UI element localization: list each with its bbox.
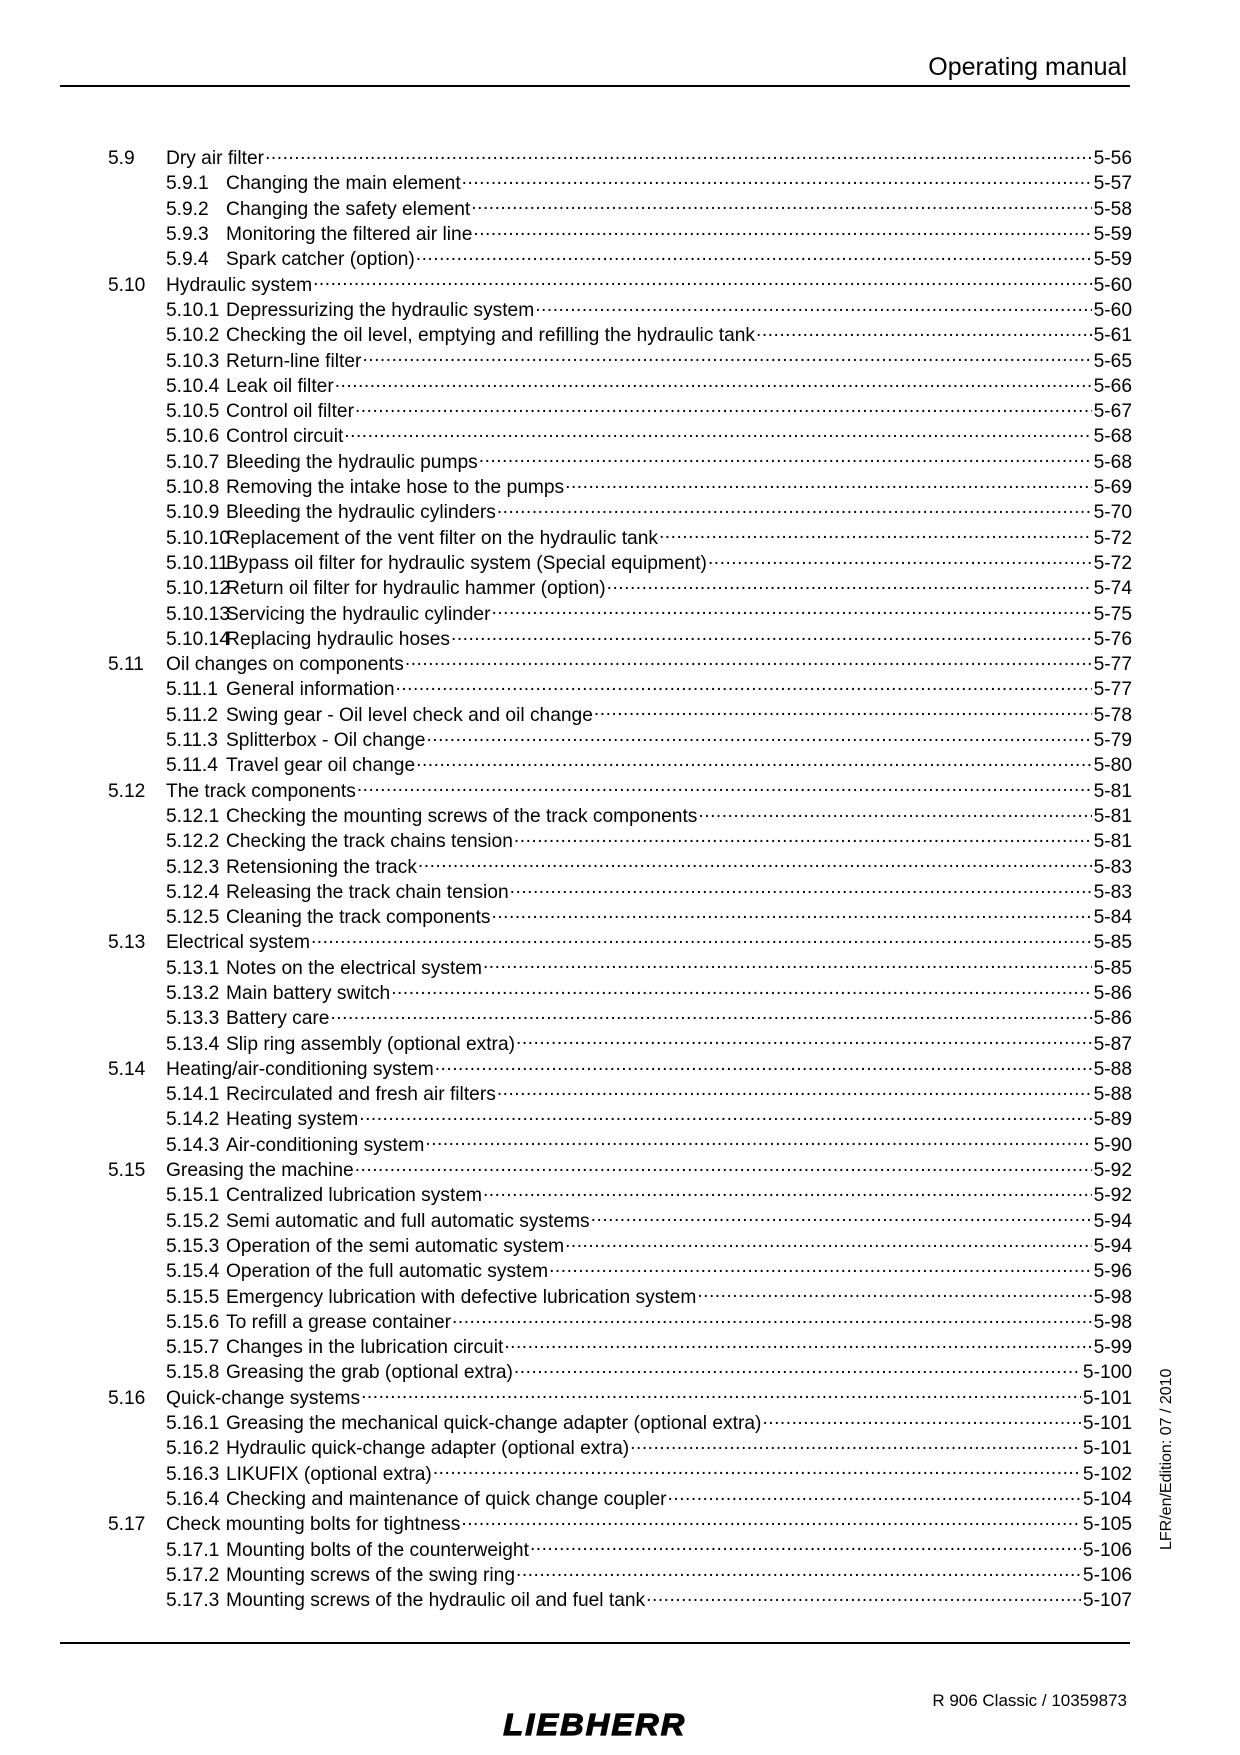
toc-entry[interactable]: [108, 1536, 1132, 1561]
toc-dot-leader: [607, 575, 1092, 594]
liebherr-logo-graphic: [494, 1708, 686, 1740]
toc-dot-leader: [435, 1056, 1092, 1075]
toc-entry[interactable]: [108, 1435, 1132, 1460]
toc-entry-title: Return oil filter for hydraulic hammer (option): [226, 578, 606, 600]
toc-entry-page: 5-86: [1093, 1008, 1132, 1030]
toc-entry-number: 5.11.1: [166, 679, 218, 701]
toc-entry-number: 5.15.3: [166, 1235, 220, 1257]
toc-dot-leader: [359, 1106, 1091, 1125]
toc-dot-leader: [697, 1283, 1091, 1302]
toc-entry-page: 5-81: [1093, 805, 1132, 827]
toc-entry[interactable]: [108, 1132, 1132, 1157]
toc-dot-leader: [462, 170, 1092, 189]
toc-entry-number: 5.16.1: [166, 1413, 220, 1435]
toc-entry-number: 5.10.6: [166, 426, 220, 448]
toc-entry[interactable]: [108, 777, 1132, 802]
toc-entry[interactable]: [108, 1157, 1132, 1182]
toc-entry-page: 5-88: [1093, 1084, 1132, 1106]
toc-entry[interactable]: [108, 271, 1132, 296]
toc-entry-page: 5-100: [1082, 1362, 1132, 1384]
toc-entry-title: General information: [226, 679, 395, 701]
toc-entry-title: Mounting bolts of the counterweight: [226, 1539, 529, 1561]
toc-entry-number: 5.13.1: [166, 957, 220, 979]
toc-entry[interactable]: [108, 676, 1132, 701]
toc-entry-title: Splitterbox - Oil change: [226, 730, 426, 752]
toc-entry[interactable]: [108, 828, 1132, 853]
toc-entry-page: 5-85: [1093, 932, 1132, 954]
toc-entry-number: 5.9: [108, 148, 135, 170]
toc-dot-leader: [391, 980, 1091, 999]
toc-entry[interactable]: [108, 221, 1132, 246]
toc-dot-leader: [516, 1030, 1092, 1049]
toc-entry-page: 5-58: [1093, 198, 1132, 220]
toc-entry-number: 5.17.1: [166, 1539, 220, 1561]
toc-dot-leader: [425, 1132, 1091, 1151]
toc-entry[interactable]: [108, 347, 1132, 372]
toc-entry-title: Heating/air-conditioning system: [166, 1058, 434, 1080]
toc-entry-page: 5-57: [1093, 173, 1132, 195]
toc-entry[interactable]: [108, 1511, 1132, 1536]
toc-entry-number: 5.12.5: [166, 907, 220, 929]
toc-entry-title: LIKUFIX (optional extra): [226, 1463, 432, 1485]
toc-entry-title: Operation of the full automatic system: [226, 1261, 549, 1283]
toc-dot-leader: [630, 1435, 1081, 1454]
toc-entry[interactable]: [108, 196, 1132, 221]
toc-entry[interactable]: [108, 1410, 1132, 1435]
toc-entry-title: Checking the mounting screws of the track components: [226, 805, 698, 827]
toc-entry-page: 5-106: [1082, 1539, 1132, 1561]
toc-entry[interactable]: [108, 1056, 1132, 1081]
toc-entry-title: Air-conditioning system: [226, 1134, 425, 1156]
toc-entry-title: Swing gear - Oil level check and oil change: [226, 704, 593, 726]
toc-dot-leader: [668, 1486, 1081, 1505]
toc-entry-number: 5.16: [108, 1387, 146, 1409]
toc-entry[interactable]: [108, 1258, 1132, 1283]
toc-dot-leader: [708, 550, 1092, 569]
toc-dot-leader: [344, 423, 1091, 442]
toc-entry-page: 5-89: [1093, 1109, 1132, 1131]
toc-entry-title: The track components: [166, 780, 356, 802]
toc-dot-leader: [762, 1410, 1080, 1429]
toc-entry-title: Mounting screws of the hydraulic oil and fuel tank: [226, 1590, 646, 1612]
toc-entry-page: 5-60: [1093, 274, 1132, 296]
toc-dot-leader: [659, 524, 1092, 543]
toc-entry-title: Leak oil filter: [226, 375, 334, 397]
toc-entry-page: 5-101: [1082, 1438, 1132, 1460]
toc-entry-page: 5-68: [1093, 426, 1132, 448]
toc-entry[interactable]: [108, 1030, 1132, 1055]
toc-entry-number: 5.11.4: [166, 755, 218, 777]
toc-entry-number: 5.10.5: [166, 401, 220, 423]
toc-entry-page: 5-74: [1093, 578, 1132, 600]
toc-entry-page: 5-81: [1093, 831, 1132, 853]
toc-entry-title: Control circuit: [226, 426, 344, 448]
toc-dot-leader: [530, 1536, 1081, 1555]
toc-entry[interactable]: [108, 626, 1132, 651]
toc-entry-page: 5-90: [1093, 1134, 1132, 1156]
toc-entry-title: Bleeding the hydraulic pumps: [226, 451, 478, 473]
page-header-title: Operating manual: [928, 53, 1127, 81]
toc-entry-number: 5.15.6: [166, 1311, 220, 1333]
toc-entry[interactable]: [108, 1385, 1132, 1410]
toc-entry-page: 5-59: [1093, 224, 1132, 246]
toc-entry-title: Monitoring the filtered air line: [226, 224, 473, 246]
toc-entry[interactable]: [108, 752, 1132, 777]
svg-text:LIEBHERR: LIEBHERR: [503, 1708, 686, 1740]
toc-entry[interactable]: [108, 449, 1132, 474]
toc-entry-page: 5-94: [1093, 1210, 1132, 1232]
toc-entry-title: Battery care: [226, 1008, 330, 1030]
toc-entry-number: 5.17.3: [166, 1590, 220, 1612]
toc-entry-title: Greasing the machine: [166, 1160, 354, 1182]
toc-dot-leader: [497, 1081, 1092, 1100]
toc-entry-page: 5-75: [1093, 603, 1132, 625]
toc-entry-number: 5.12.1: [166, 805, 220, 827]
toc-entry-page: 5-67: [1093, 401, 1132, 423]
toc-dot-leader: [361, 1385, 1081, 1404]
toc-entry-page: 5-104: [1082, 1488, 1132, 1510]
toc-dot-leader: [265, 145, 1092, 164]
toc-entry-number: 5.11: [108, 654, 144, 676]
toc-entry-number: 5.10.8: [166, 477, 220, 499]
toc-entry-page: 5-98: [1093, 1311, 1132, 1333]
toc-dot-leader: [504, 1334, 1091, 1353]
toc-entry-number: 5.10.2: [166, 325, 220, 347]
toc-entry-title: Bypass oil filter for hydraulic system (Special equipment): [226, 552, 707, 574]
toc-entry[interactable]: [108, 1005, 1132, 1030]
toc-dot-leader: [405, 651, 1092, 670]
toc-dot-leader: [357, 777, 1092, 796]
toc-dot-leader: [698, 803, 1091, 822]
toc-entry-number: 5.16.2: [166, 1438, 220, 1460]
toc-dot-leader: [471, 196, 1091, 215]
toc-dot-leader: [497, 499, 1092, 518]
toc-entry-title: Bleeding the hydraulic cylinders: [226, 502, 496, 524]
toc-entry-page: 5-59: [1093, 249, 1132, 271]
toc-dot-leader: [461, 1511, 1081, 1530]
toc-entry-title: Operation of the semi automatic system: [226, 1235, 565, 1257]
toc-entry[interactable]: [108, 727, 1132, 752]
toc-dot-leader: [313, 271, 1092, 290]
toc-entry-number: 5.15.2: [166, 1210, 220, 1232]
toc-dot-leader: [418, 853, 1092, 872]
toc-entry-number: 5.15.7: [166, 1337, 220, 1359]
toc-entry[interactable]: [108, 297, 1132, 322]
toc-entry-number: 5.10: [108, 274, 146, 296]
toc-entry-number: 5.9.3: [166, 224, 209, 246]
toc-entry-number: 5.14.2: [166, 1109, 220, 1131]
toc-dot-leader: [491, 600, 1091, 619]
toc-entry-title: Control oil filter: [226, 401, 354, 423]
toc-dot-leader: [452, 1309, 1092, 1328]
toc-dot-leader: [396, 676, 1092, 695]
toc-dot-leader: [483, 1182, 1092, 1201]
toc-entry[interactable]: [108, 1081, 1132, 1106]
toc-entry-title: Check mounting bolts for tightness: [166, 1514, 461, 1536]
table-of-contents: [108, 145, 1132, 1612]
toc-entry-page: 5-86: [1093, 982, 1132, 1004]
toc-dot-leader: [565, 1233, 1092, 1252]
toc-entry-page: 5-85: [1093, 957, 1132, 979]
toc-entry-title: Slip ring assembly (optional extra): [226, 1033, 516, 1055]
toc-dot-leader: [483, 955, 1092, 974]
toc-entry-page: 5-80: [1093, 755, 1132, 777]
toc-entry[interactable]: [108, 246, 1132, 271]
toc-entry-title: Checking the oil level, emptying and refilling the hydraulic tank: [226, 325, 756, 347]
toc-entry-number: 5.13.3: [166, 1008, 220, 1030]
toc-entry-page: 5-78: [1093, 704, 1132, 726]
toc-entry-page: 5-72: [1093, 527, 1132, 549]
toc-entry-title: Replacement of the vent filter on the hydraulic tank: [226, 527, 658, 549]
toc-entry-title: Main battery switch: [226, 982, 391, 1004]
toc-entry-number: 5.14.3: [166, 1134, 220, 1156]
toc-entry[interactable]: [108, 1106, 1132, 1131]
toc-entry-title: Replacing hydraulic hoses: [226, 628, 450, 650]
toc-entry-title: Centralized lubrication system: [226, 1185, 482, 1207]
toc-entry-page: 5-84: [1093, 907, 1132, 929]
toc-entry-number: 5.16.3: [166, 1463, 220, 1485]
toc-entry-title: Spark catcher (option): [226, 249, 415, 271]
toc-entry[interactable]: [108, 373, 1132, 398]
toc-entry-page: 5-98: [1093, 1286, 1132, 1308]
toc-entry[interactable]: [108, 1359, 1132, 1384]
toc-entry-page: 5-99: [1093, 1337, 1132, 1359]
toc-entry[interactable]: [108, 929, 1132, 954]
toc-entry-page: 5-68: [1093, 451, 1132, 473]
toc-entry[interactable]: [108, 702, 1132, 727]
toc-entry-title: Quick-change systems: [166, 1387, 361, 1409]
toc-entry[interactable]: [108, 1460, 1132, 1485]
footer-rule: [60, 1642, 1130, 1644]
toc-dot-leader: [362, 347, 1091, 366]
toc-entry-number: 5.10.4: [166, 375, 220, 397]
toc-entry-page: 5-96: [1093, 1261, 1132, 1283]
toc-entry-title: Heating system: [226, 1109, 359, 1131]
toc-entry-number: 5.10.12: [166, 578, 231, 600]
toc-entry-page: 5-77: [1093, 679, 1132, 701]
toc-entry[interactable]: [108, 398, 1132, 423]
toc-entry[interactable]: [108, 170, 1132, 195]
toc-entry-page: 5-65: [1093, 350, 1132, 372]
toc-entry-number: 5.10.10: [166, 527, 231, 549]
toc-entry-title: Electrical system: [166, 932, 310, 954]
toc-entry-page: 5-94: [1093, 1235, 1132, 1257]
toc-entry-number: 5.9.2: [166, 198, 209, 220]
toc-entry-title: Travel gear oil change: [226, 755, 416, 777]
toc-entry-page: 5-106: [1082, 1564, 1132, 1586]
toc-entry-number: 5.13.2: [166, 982, 220, 1004]
toc-dot-leader: [311, 929, 1092, 948]
toc-entry[interactable]: [108, 904, 1132, 929]
toc-entry-number: 5.10.9: [166, 502, 220, 524]
toc-entry-number: 5.17.2: [166, 1564, 220, 1586]
toc-dot-leader: [433, 1460, 1081, 1479]
toc-entry-title: Releasing the track chain tension: [226, 881, 509, 903]
toc-entry[interactable]: [108, 879, 1132, 904]
toc-entry-page: 5-69: [1093, 477, 1132, 499]
toc-entry-number: 5.10.3: [166, 350, 220, 372]
toc-entry[interactable]: [108, 853, 1132, 878]
liebherr-logo: [494, 1708, 686, 1745]
toc-entry-page: 5-102: [1082, 1463, 1132, 1485]
toc-entry-page: 5-76: [1093, 628, 1132, 650]
toc-entry[interactable]: [108, 1309, 1132, 1334]
toc-entry-title: Changes in the lubrication circuit: [226, 1337, 504, 1359]
toc-dot-leader: [426, 727, 1091, 746]
toc-entry-number: 5.10.14: [166, 628, 231, 650]
toc-entry-page: 5-81: [1093, 780, 1132, 802]
toc-entry-number: 5.14.1: [166, 1084, 220, 1106]
toc-entry[interactable]: [108, 651, 1132, 676]
toc-entry-number: 5.12.4: [166, 881, 220, 903]
side-edition-label: LFR/en/Edition: 07 / 2010: [1158, 1368, 1175, 1550]
toc-entry-page: 5-56: [1093, 148, 1132, 170]
toc-entry-title: Semi automatic and full automatic systems: [226, 1210, 590, 1232]
toc-entry[interactable]: [108, 955, 1132, 980]
toc-entry[interactable]: [108, 1486, 1132, 1511]
toc-entry[interactable]: [108, 1207, 1132, 1232]
toc-entry-number: 5.10.13: [166, 603, 231, 625]
toc-entry-title: Greasing the grab (optional extra): [226, 1362, 513, 1384]
toc-dot-leader: [355, 398, 1092, 417]
toc-dot-leader: [514, 1359, 1081, 1378]
toc-entry-number: 5.9.1: [166, 173, 209, 195]
toc-entry[interactable]: [108, 1587, 1132, 1612]
toc-dot-leader: [516, 1562, 1081, 1581]
toc-entry-title: Hydraulic system: [166, 274, 313, 296]
toc-entry-title: Cleaning the track components: [226, 907, 491, 929]
toc-entry-number: 5.15.4: [166, 1261, 220, 1283]
toc-dot-leader: [492, 904, 1092, 923]
toc-entry-title: Removing the intake hose to the pumps: [226, 477, 565, 499]
toc-entry-number: 5.9.4: [166, 249, 209, 271]
toc-entry-title: Dry air filter: [166, 148, 265, 170]
header-rule: [60, 85, 1130, 87]
toc-entry-page: 5-60: [1093, 299, 1132, 321]
toc-entry[interactable]: [108, 322, 1132, 347]
toc-entry[interactable]: [108, 1562, 1132, 1587]
toc-entry-number: 5.10.11: [166, 552, 229, 574]
toc-entry-page: 5-83: [1093, 881, 1132, 903]
toc-entry-number: 5.16.4: [166, 1488, 220, 1510]
toc-entry-page: 5-88: [1093, 1058, 1132, 1080]
toc-dot-leader: [510, 879, 1092, 898]
toc-dot-leader: [335, 373, 1092, 392]
toc-entry-page: 5-83: [1093, 856, 1132, 878]
toc-dot-leader: [756, 322, 1092, 341]
toc-entry[interactable]: [108, 524, 1132, 549]
toc-entry-page: 5-105: [1082, 1514, 1132, 1536]
toc-entry-number: 5.15: [108, 1160, 146, 1182]
toc-entry[interactable]: [108, 803, 1132, 828]
toc-entry-page: 5-107: [1082, 1590, 1132, 1612]
toc-entry-title: Recirculated and fresh air filters: [226, 1084, 496, 1106]
toc-entry-title: Retensioning the track: [226, 856, 417, 878]
toc-entry-number: 5.17: [108, 1514, 146, 1536]
toc-entry-number: 5.14: [108, 1058, 146, 1080]
toc-entry-title: Checking and maintenance of quick change coupler: [226, 1488, 667, 1510]
toc-entry-number: 5.10.7: [166, 451, 220, 473]
toc-entry-page: 5-70: [1093, 502, 1132, 524]
toc-entry-number: 5.10.1: [166, 299, 220, 321]
toc-entry-title: Greasing the mechanical quick-change adapter (optional extra): [226, 1413, 762, 1435]
toc-entry-page: 5-66: [1093, 375, 1132, 397]
toc-dot-leader: [451, 626, 1092, 645]
toc-entry-number: 5.12.3: [166, 856, 220, 878]
toc-dot-leader: [646, 1587, 1081, 1606]
toc-entry-page: 5-61: [1093, 325, 1132, 347]
toc-entry-page: 5-101: [1082, 1387, 1132, 1409]
toc-dot-leader: [514, 828, 1092, 847]
toc-entry-title: Depressurizing the hydraulic system: [226, 299, 535, 321]
toc-dot-leader: [330, 1005, 1091, 1024]
toc-entry-title: To refill a grease container: [226, 1311, 452, 1333]
toc-entry[interactable]: [108, 1283, 1132, 1308]
toc-dot-leader: [535, 297, 1091, 316]
toc-entry-title: Mounting screws of the swing ring: [226, 1564, 516, 1586]
toc-entry[interactable]: [108, 499, 1132, 524]
document-id: R 906 Classic / 10359873: [932, 1691, 1127, 1710]
toc-dot-leader: [591, 1207, 1092, 1226]
toc-entry[interactable]: [108, 575, 1132, 600]
toc-entry-page: 5-92: [1093, 1160, 1132, 1182]
toc-entry-number: 5.13.4: [166, 1033, 220, 1055]
toc-entry[interactable]: [108, 1233, 1132, 1258]
toc-entry-number: 5.13: [108, 932, 146, 954]
toc-entry-title: Notes on the electrical system: [226, 957, 482, 979]
toc-dot-leader: [416, 752, 1091, 771]
toc-entry-number: 5.15.5: [166, 1286, 220, 1308]
toc-entry[interactable]: [108, 1334, 1132, 1359]
toc-entry-number: 5.15.8: [166, 1362, 220, 1384]
toc-entry-title: Changing the safety element: [226, 198, 471, 220]
toc-entry[interactable]: [108, 423, 1132, 448]
toc-entry-title: Return-line filter: [226, 350, 362, 372]
toc-dot-leader: [355, 1157, 1092, 1176]
toc-entry-page: 5-79: [1093, 730, 1132, 752]
toc-entry-title: Checking the track chains tension: [226, 831, 513, 853]
toc-entry-number: 5.12: [108, 780, 146, 802]
toc-dot-leader: [565, 474, 1091, 493]
toc-entry[interactable]: [108, 550, 1132, 575]
toc-entry-page: 5-101: [1082, 1413, 1132, 1435]
toc-dot-leader: [479, 449, 1092, 468]
toc-dot-leader: [416, 246, 1092, 265]
toc-entry-page: 5-87: [1093, 1033, 1132, 1055]
toc-dot-leader: [549, 1258, 1092, 1277]
toc-entry-number: 5.15.1: [166, 1185, 220, 1207]
toc-dot-leader: [594, 702, 1092, 721]
toc-entry-page: 5-77: [1093, 654, 1132, 676]
toc-entry-number: 5.12.2: [166, 831, 220, 853]
toc-entry[interactable]: [108, 474, 1132, 499]
toc-entry-number: 5.11.2: [166, 704, 218, 726]
toc-entry-number: 5.11.3: [166, 730, 218, 752]
toc-dot-leader: [473, 221, 1091, 240]
toc-entry-title: Hydraulic quick-change adapter (optional extra): [226, 1438, 630, 1460]
toc-entry-page: 5-92: [1093, 1185, 1132, 1207]
toc-entry[interactable]: [108, 980, 1132, 1005]
toc-entry-page: 5-72: [1093, 552, 1132, 574]
toc-entry[interactable]: [108, 600, 1132, 625]
toc-entry-title: Servicing the hydraulic cylinder: [226, 603, 491, 625]
toc-entry[interactable]: [108, 145, 1132, 170]
toc-entry-title: Oil changes on components: [166, 654, 404, 676]
toc-entry[interactable]: [108, 1182, 1132, 1207]
toc-entry-title: Changing the main element: [226, 173, 461, 195]
toc-entry-title: Emergency lubrication with defective lubrication system: [226, 1286, 697, 1308]
